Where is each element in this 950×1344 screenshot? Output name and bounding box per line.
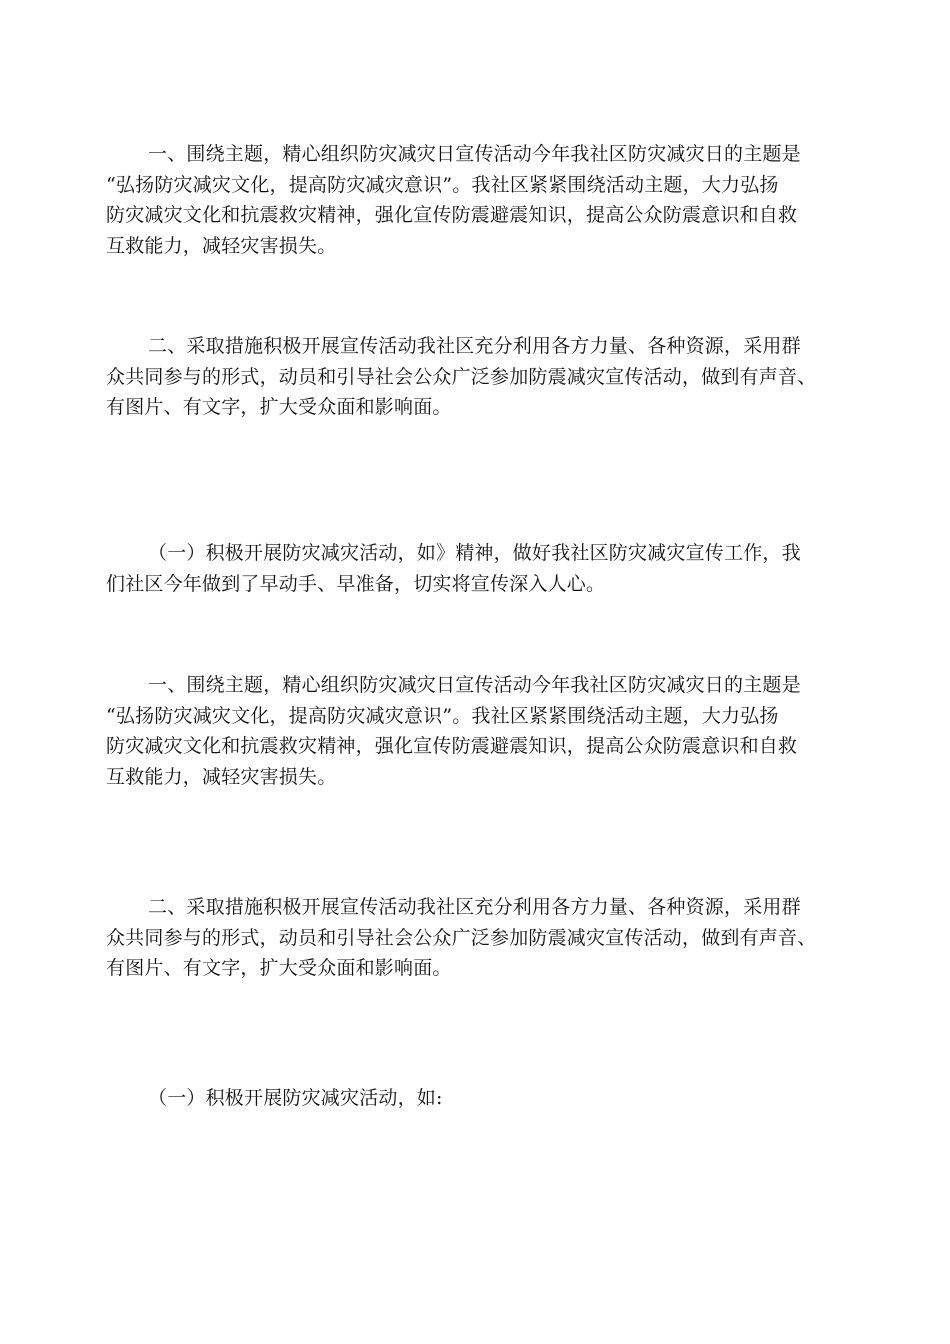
- paragraph-line: 们社区今年做到了早动手、早准备，切实将宣传深入人心。: [106, 572, 606, 595]
- paragraph-activities-heading: [106, 1083, 856, 1114]
- paragraph-line: 众共同参与的形式，动员和引导社会公众广泛参加防震减灾宣传活动，做到有声音、: [106, 365, 817, 388]
- paragraph-measures-repeat: [106, 892, 856, 984]
- paragraph-line: 一、围绕主题，精心组织防灾减灾日宣传活动今年我社区防灾减灾日的主题是: [148, 674, 801, 696]
- paragraph-line: （一）积极开展防灾减灾活动，如》精神，做好我社区防灾减灾宣传工作，我: [148, 542, 801, 564]
- paragraph-line: 互救能力，减轻灾害损失。: [106, 765, 337, 788]
- paragraph-theme: [106, 139, 856, 261]
- paragraph-line: （一）积极开展防灾减灾活动，如:: [148, 1087, 443, 1109]
- paragraph-line: 有图片、有文字，扩大受众面和影响面。: [106, 396, 452, 418]
- paragraph-activities: [106, 538, 856, 599]
- paragraph-line: “弘扬防灾减灾文化，提高防灾减灾意识”。我社区紧紧围绕活动主题，大力弘扬: [106, 173, 779, 196]
- paragraph-line: “弘扬防灾减灾文化，提高防灾减灾意识”。我社区紧紧围绕活动主题，大力弘扬: [106, 704, 779, 727]
- paragraph-line: 防灾减灾文化和抗震救灾精神，强化宣传防震避震知识，提高公众防震意识和自救: [106, 735, 798, 757]
- paragraph-measures: [106, 331, 856, 423]
- paragraph-line: 有图片、有文字，扩大受众面和影响面。: [106, 957, 452, 979]
- paragraph-line: 防灾减灾文化和抗震救灾精神，强化宣传防震避震知识，提高公众防震意识和自救: [106, 204, 798, 226]
- paragraph-line: 众共同参与的形式，动员和引导社会公众广泛参加防震减灾宣传活动，做到有声音、: [106, 926, 817, 949]
- paragraph-line: 二、采取措施积极开展宣传活动我社区充分利用各方力量、各种资源，采用群: [148, 335, 801, 357]
- paragraph-theme-repeat: [106, 670, 856, 792]
- paragraph-line: 一、围绕主题，精心组织防灾减灾日宣传活动今年我社区防灾减灾日的主题是: [148, 143, 801, 165]
- paragraph-line: 互救能力，减轻灾害损失。: [106, 234, 337, 257]
- paragraph-line: 二、采取措施积极开展宣传活动我社区充分利用各方力量、各种资源，采用群: [148, 896, 801, 918]
